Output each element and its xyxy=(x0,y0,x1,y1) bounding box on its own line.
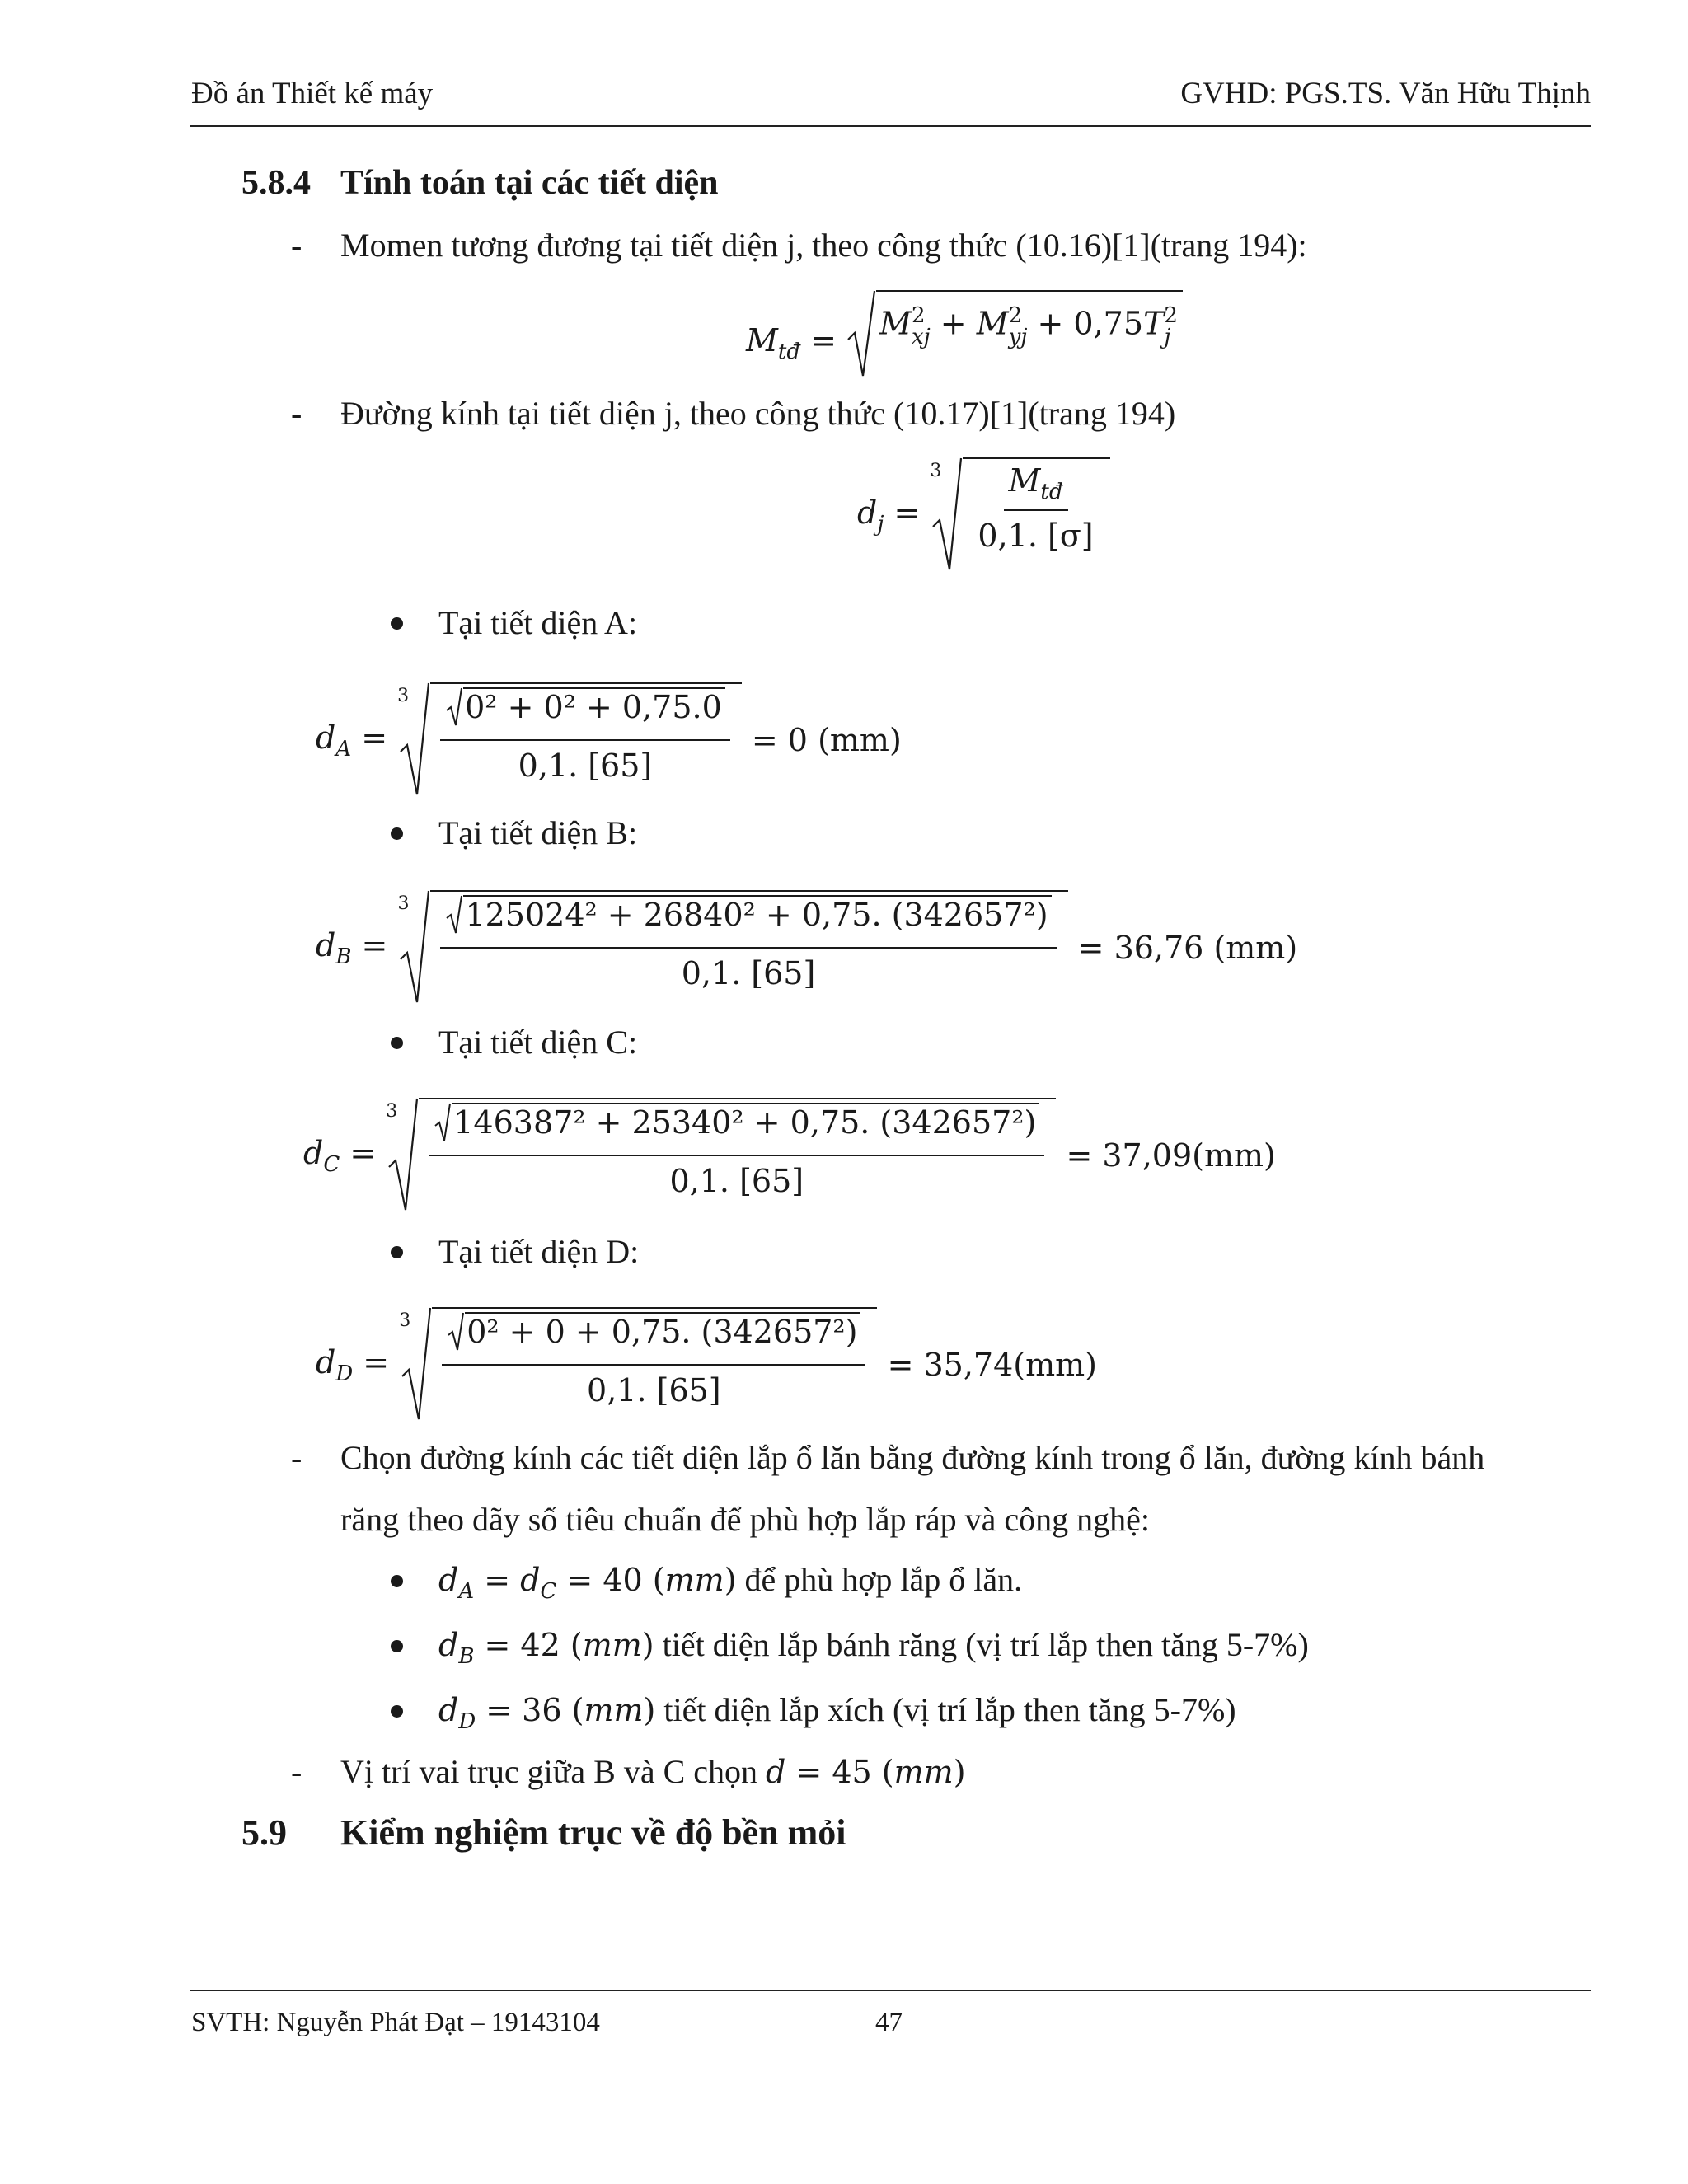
choice-db: $d_B = 42$ (mm) tiết diện lắp bánh răng (vị trí lắp then tăng 5-7%) xyxy=(438,1626,1309,1669)
section-number: 5.8.4 xyxy=(241,164,311,202)
footer-author: SVTH: Nguyễn Phát Đạt – 19143104 xyxy=(191,2008,600,2037)
footer-divider xyxy=(190,1990,1591,1991)
section-c-label: Tại tiết diện C: xyxy=(438,1024,638,1061)
choose-paragraph-line2: răng theo dãy số tiêu chuẩn để phù hợp lắp ráp và công nghệ: xyxy=(340,1501,1150,1538)
bullet xyxy=(391,617,403,630)
moment-description: Momen tương đương tại tiết diện j, theo công thức (10.16)[1](trang 194): xyxy=(340,227,1307,264)
header-divider xyxy=(190,125,1591,127)
choose-paragraph-line1: Chọn đường kính các tiết diện lắp ổ lăn bằng đường kính trong ổ lăn, đường kính bánh xyxy=(340,1439,1485,1476)
header-right: GVHD: PGS.TS. Văn Hữu Thịnh xyxy=(1180,77,1591,110)
page-number: 47 xyxy=(875,2008,903,2037)
bullet xyxy=(391,1640,403,1652)
section-c-formula: $d_C$ = 3 $\frac{\text{146387² + 25340² + 0,75. (342657²)}}{0,1. [65]}$ = 37,09(mm) xyxy=(303,1098,1276,1213)
equivalent-moment-formula: $M_{tđ}$ = M 2 xj + M 2 yj + 0,75T 2 j xyxy=(746,290,1183,379)
section-a-formula: $d_A$ = 3 $\frac{\text{0² + 0² + 0,75.0}}{0,1. [65]}$ = 0 (mm) xyxy=(316,682,902,798)
list-dash: - xyxy=(291,1753,302,1790)
section-title: Tính toán tại các tiết diện xyxy=(340,164,719,202)
section-title: Kiểm nghiệm trục về độ bền mỏi xyxy=(340,1812,846,1853)
bullet xyxy=(391,827,403,840)
list-dash: - xyxy=(291,1439,302,1476)
section-b-label: Tại tiết diện B: xyxy=(438,814,638,851)
section-d-formula: $d_D$ = 3 $\frac{\text{0² + 0 + 0,75. (342657²)}}{0,1. [65]}$ = 35,74(mm) xyxy=(316,1307,1097,1422)
choice-da-dc: $d_A = d_C = 40$ (mm) để phù hợp lắp ổ lăn. xyxy=(438,1561,1023,1604)
section-b-formula: $d_B$ = 3 $\frac{\text{125024² + 26840² + 0,75. (342657²)}}{0,1. [65]}$ = 36,76 (mm) xyxy=(316,890,1297,1005)
bullet xyxy=(391,1246,403,1258)
section-d-label: Tại tiết diện D: xyxy=(438,1233,640,1270)
diameter-formula: $d_j$ = 3 $\frac{M_{tđ}}{0,1. [\sigma]}$ xyxy=(857,457,1110,573)
bullet xyxy=(391,1575,403,1587)
list-dash: - xyxy=(291,395,302,432)
header-left: Đồ án Thiết kế máy xyxy=(191,77,434,110)
section-number: 5.9 xyxy=(241,1812,287,1853)
list-dash: - xyxy=(291,227,302,264)
bullet xyxy=(391,1705,403,1718)
choice-dd: $d_D = 36$ (mm) tiết diện lắp xích (vị trí lắp then tăng 5-7%) xyxy=(438,1691,1236,1734)
section-a-label: Tại tiết diện A: xyxy=(438,604,638,641)
shoulder-line: Vị trí vai trục giữa B và C chọn d = 45 (mm) xyxy=(340,1753,966,1790)
diameter-description: Đường kính tại tiết diện j, theo công thức (10.17)[1](trang 194) xyxy=(340,395,1176,432)
bullet xyxy=(391,1037,403,1049)
